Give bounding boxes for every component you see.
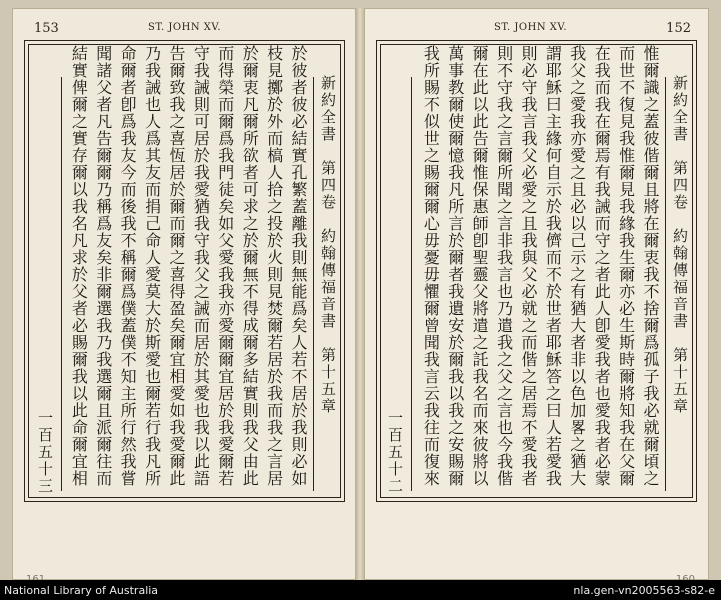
side-title-right: 新約全書 第四卷 約翰傳福音書 第十五章 (671, 75, 689, 415)
body-text-right (417, 45, 662, 497)
left-page (12, 8, 357, 580)
page-number-right: 152 (666, 21, 691, 36)
running-head-right: ST. JOHN XV. (494, 22, 568, 33)
running-head-left: ST. JOHN XV. (148, 22, 222, 33)
body-text-left: 於彼者彼必結實孔繁蓋離我則無能爲矣人若不居於我則必如枝見擲於外而槁人拾之投於火則見焚爾若居於我而我之言居於爾衷凡爾所欲者可求之於爾無不得成爾多結實則我父由此而得榮而爾爲我門徒矣如父愛我我亦愛爾爾宜居於我愛爾若守我誡則可居於我愛猶我守我父之誡而居於其愛也我以此語告爾致我之喜恆居於爾而爾之喜得盈矣爾宜相愛如我愛爾此乃我誡也人爲其友而捐己命人愛莫大於斯愛也爾若行我凡所命爾者卽爲我友今而後我不稱爾爲僕蓋僕不知主所行然我嘗聞諸父者凡告爾爾乃稱爲友矣非爾選我乃我選爾且派爾往而結實俾爾之實存爾以我名凡求於父者必賜爾我以此命爾宜相 (69, 45, 308, 487)
footer-credit: National Library of Australia (4, 584, 159, 597)
page-number-left: 153 (34, 21, 59, 36)
side-title-left: 新約全書 第四卷 約翰傳福音書 第十五章 (319, 75, 337, 415)
footer-identifier: nla.gen-vn2005563-s82-e (573, 584, 715, 597)
footer-bar (0, 580, 721, 600)
text-frame-right (376, 40, 697, 502)
text-frame-left (24, 40, 345, 502)
body-text-right-a: 惟爾識之蓋彼偕爾且將在爾衷我不捨爾爲孤子我必就爾頃之而世不復見我惟爾見我緣我生爾亦必生斯時爾將知我在父爾在我而我在爾焉有我誡而守之者此人卽愛我者也愛我者必蒙我父之愛我亦愛之且必以己示之有猶大者非以色加畧之猶大謂耶穌曰主緣何自示於我儕而不於世者耶穌答之曰人若愛我則必守我言我父必愛之且我與父必就之而偕之居焉不愛我者則不守我之言爾所聞之言非我言也乃遣我之父之言也今我偕爾在此以此告爾惟保惠師卽聖靈父將遣之託我名而來彼將以萬事教爾使爾憶我凡所言於爾者我遺安於爾我以我之安賜爾我所賜不似世之賜爾爾心毋憂毋懼爾曾聞我言云我往而復來 (421, 45, 660, 487)
side-number-left: 一百五十三 (36, 410, 54, 495)
right-page (364, 8, 709, 580)
side-number-right: 一百五十二 (386, 410, 404, 495)
